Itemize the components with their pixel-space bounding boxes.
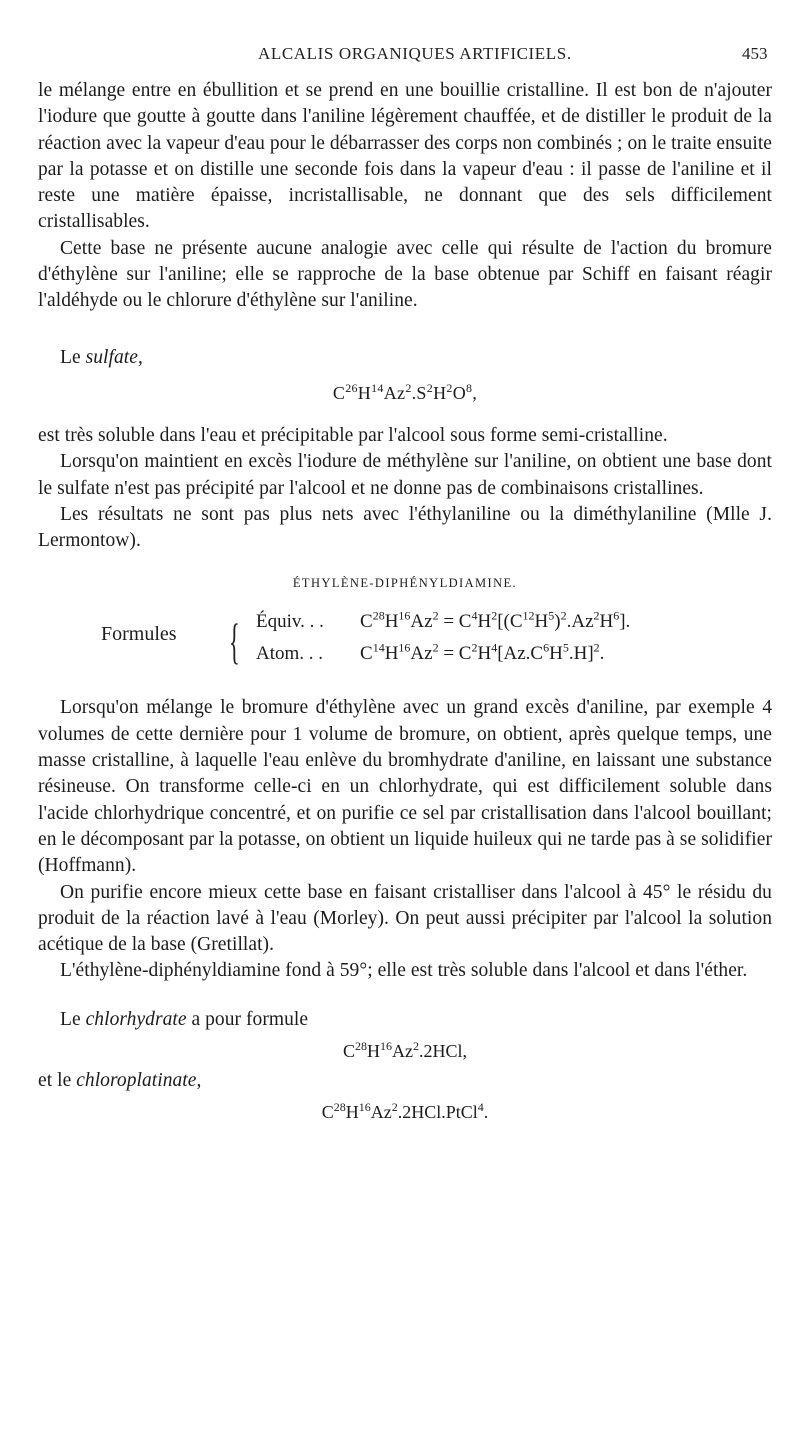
chlorhydrate-term: chlorhydrate xyxy=(85,1008,187,1030)
chloroplatinate-intro: et le chloroplatinate, xyxy=(38,1070,202,1092)
sulfate-term: sulfate xyxy=(85,346,138,368)
formula-row-atom xyxy=(256,643,604,665)
paragraph-preparation: Lorsqu'on mélange le bromure d'éthylène avec un grand excès d'aniline, par exemple 4 volumes de cette dernière pour 1 volume de bromure, on obtient, après quelque temps, une masse cristalline, à laquelle l'eau enlève du bromhydrate d'aniline, en laissant une substance résineuse. On transforme celle-ci en un chlorhydrate, qui est difficilement soluble dans l'acide chlorhydrique concentré, et on purifie ce sel par cristallisation dans l'alcool bouillant; en le décomposant par la potasse, on obtient un liquide huileux qui ne tarde pas à se solidifier (Hoffmann). xyxy=(38,697,772,877)
equiv-label: Équiv. . . xyxy=(256,611,324,633)
brace-icon: { xyxy=(229,613,240,670)
chloroplatinate-formula: $C^{28}H^{16}Az^2.2HCl.PtCl^4$. xyxy=(321,1100,489,1123)
formula-row-equiv xyxy=(256,611,630,633)
chloroplatinate-term: chloroplatinate xyxy=(76,1070,197,1092)
section-title: ÉTHYLÈNE-DIPHÉNYLDIAMINE. xyxy=(292,576,518,591)
paragraph-methylene-iodide: Lorsqu'on maintient en excès l'iodure de méthylène sur l'aniline, on obtient une base dont le sulfate n'est pas précipité par l'alcool et ne donne pas de combinaisons cristallines. xyxy=(38,451,772,499)
page-header xyxy=(0,44,800,68)
atom-label: Atom. . . xyxy=(256,643,324,665)
running-title: ALCALIS ORGANIQUES ARTIFICIELS. xyxy=(258,44,572,63)
chlorhydrate-formula: $C^{28}H^{16}Az^2.2HCl$, xyxy=(342,1039,468,1062)
paragraph-melting-point: L'éthylène-diphényldiamine fond à 59°; elle est très soluble dans l'alcool et dans l'éther. xyxy=(60,960,748,982)
sulfate-formula: $C^{26}H^{14}Az^2.S^2H^2O^8$, xyxy=(332,380,478,403)
equiv-formula: $C^{28}H^{16}Az^2 = C^4H^2[(C^{12}H^5)^2.Az^2H^6]$. xyxy=(360,609,631,633)
paragraph-comparison: Cette base ne présente aucune analogie avec celle qui résulte de l'action du bromure d'éthylène sur l'aniline; elle se rapproche de la base obtenue par Schiff en faisant réagir l'aldéhyde ou le chlorure d'éthylène sur l'aniline. xyxy=(38,237,772,312)
formulas-block xyxy=(38,605,772,681)
page-body xyxy=(38,78,772,1129)
paragraph-continuation: le mélange entre en ébullition et se prend en une bouillie cristalline. Il est bon de n'ajouter l'iodure que goutte à goutte dans l'aniline légèrement chauffée, et de distiller le produit de la réaction avec la vapeur d'eau pour le débarrasser des corps non combinés ; on le traite ensuite par la potasse et on distille une seconde fois dans la vapeur d'eau : il passe de l'aniline et il reste une matière épaisse, incristallisable, ne donnant que des sels difficilement cristallisables. xyxy=(38,80,772,233)
paragraph-purification: On purifie encore mieux cette base en faisant cristalliser dans l'alcool à 45° le résidu du produit de la réaction lavé à l'eau (Morley). On peut aussi précipiter par l'alcool la solution acétique de la base (Gretillat). xyxy=(38,881,772,956)
formulas-label: Formules xyxy=(101,623,177,646)
atom-formula: $C^{14}H^{16}Az^2 = C^2H^4[Az.C^6H^5.H]^2$. xyxy=(360,641,605,665)
paragraph-results: Les résultats ne sont pas plus nets avec l'éthylaniline ou la diméthylaniline (Mlle J. Lermontow). xyxy=(38,503,772,552)
sulfate-intro: Le sulfate, xyxy=(60,346,143,368)
page-number: 453 xyxy=(742,44,768,63)
chlorhydrate-intro: Le chlorhydrate a pour formule xyxy=(60,1008,309,1030)
paragraph-sulfate-solubility: est très soluble dans l'eau et précipitable par l'alcool sous forme semi-cristalline. xyxy=(38,424,668,446)
